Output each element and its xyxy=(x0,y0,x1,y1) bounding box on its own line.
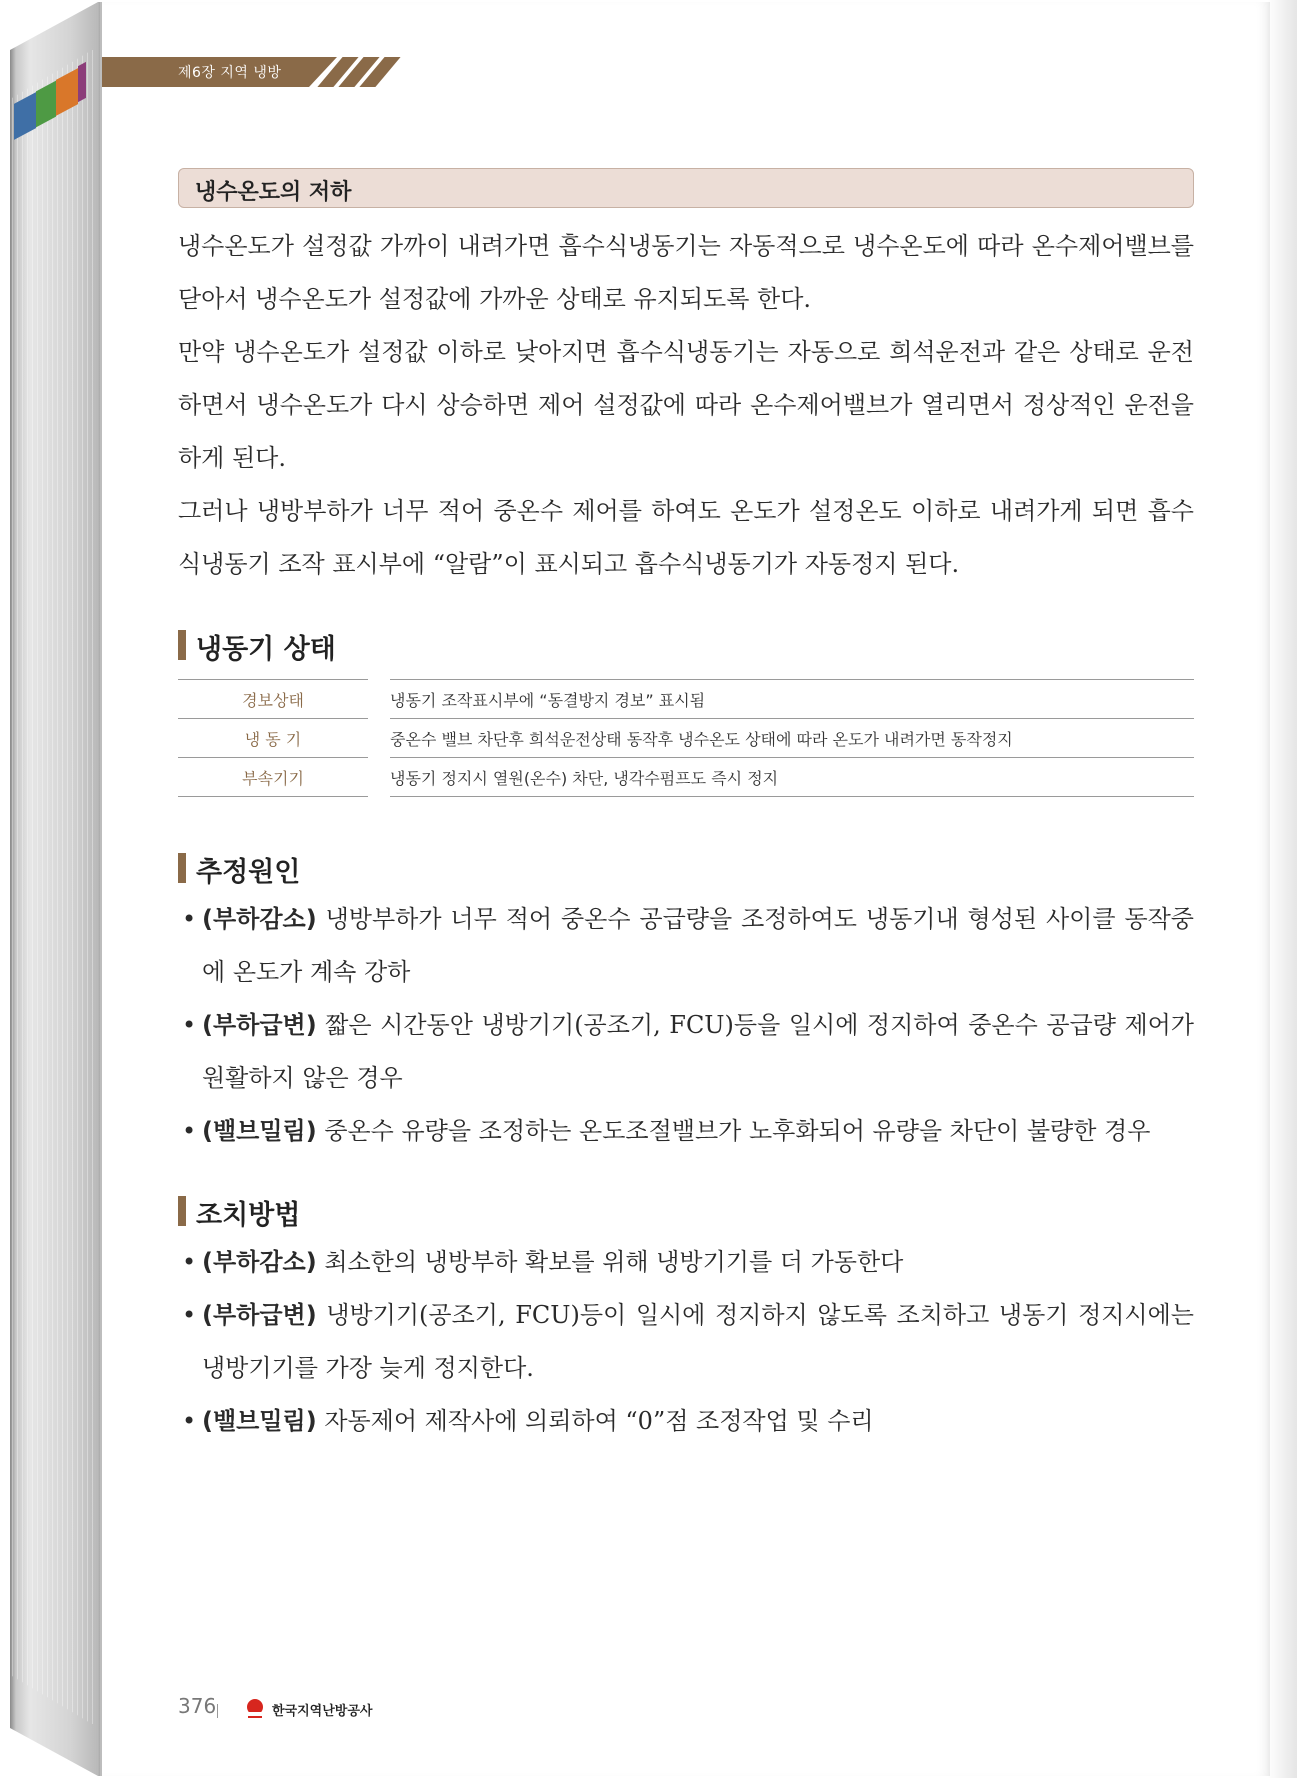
section-bar xyxy=(178,630,186,660)
list-item xyxy=(178,1105,1194,1158)
item-text: 냉방부하가 너무 적어 중온수 공급량을 조정하여도 냉동기내 형성된 사이클 동작중에 온도가 계속 강하 xyxy=(202,905,1194,986)
section-title-action xyxy=(178,1193,300,1232)
section-bar xyxy=(178,853,186,883)
item-label: (부하급변) xyxy=(202,1301,317,1329)
tab-purple xyxy=(78,62,86,102)
section-title-state xyxy=(178,627,336,666)
table-value: 냉동기 정지시 열원(온수) 차단, 냉각수펌프도 즉시 정지 xyxy=(390,758,1194,797)
paragraph: 냉수온도가 설정값 가까이 내려가면 흡수식냉동기는 자동적으로 냉수온도에 따라 온수제어밸브를 닫아서 냉수온도가 설정값에 가까운 상태로 유지되도록 한다. xyxy=(178,232,1194,313)
publisher-name: 한국지역난방공사 xyxy=(272,1704,373,1719)
list-item xyxy=(178,1395,1194,1448)
footer-divider xyxy=(217,1704,218,1718)
chapter-tabs xyxy=(14,60,90,130)
item-label: (부하감소) xyxy=(202,905,317,933)
item-label: (밸브밀림) xyxy=(202,1407,317,1435)
tab-green xyxy=(36,81,56,128)
body-text xyxy=(178,220,1194,591)
page-shadow xyxy=(1267,0,1297,1778)
section-title-text: 조치방법 xyxy=(196,1200,301,1231)
paragraph: 만약 냉수온도가 설정값 이하로 낮아지면 흡수식냉동기는 자동으로 희석운전과 같은 상태로 운전하면서 냉수온도가 다시 상승하면 제어 설정값에 따라 온수제어밸브가 열리면서 정상적인 운전을 하게 된다. xyxy=(178,338,1194,472)
table-key: 부속기기 xyxy=(178,758,368,797)
chapter-title: 제6장 지역 냉방 xyxy=(178,65,282,81)
action-list xyxy=(178,1236,1194,1448)
item-text: 중온수 유량을 조정하는 온도조절밸브가 노후화되어 유량을 차단이 불량한 경우 xyxy=(316,1117,1151,1145)
table-row xyxy=(178,719,1194,758)
cause-list xyxy=(178,893,1194,1158)
section-title-cause xyxy=(178,850,300,889)
table-key: 경보상태 xyxy=(178,680,368,719)
page-edges xyxy=(12,50,94,1724)
list-item xyxy=(178,1236,1194,1289)
table-row xyxy=(178,758,1194,797)
table-row xyxy=(178,680,1194,719)
item-text: 자동제어 제작사에 의뢰하여 “0”점 조정작업 및 수리 xyxy=(316,1407,874,1435)
page-number: 376 xyxy=(178,1694,217,1718)
paragraph: 그러나 냉방부하가 너무 적어 중온수 제어를 하여도 온도가 설정온도 이하로 내려가게 되면 흡수식냉동기 조작 표시부에 “알람”이 표시되고 흡수식냉동기가 자동정지 된다. xyxy=(178,497,1194,578)
item-label: (부하감소) xyxy=(202,1248,317,1276)
list-item xyxy=(178,999,1194,1105)
item-label: (밸브밀림) xyxy=(202,1117,317,1145)
box-heading xyxy=(178,168,1194,208)
table-key: 냉 동 기 xyxy=(178,719,368,758)
list-item xyxy=(178,1289,1194,1395)
table-value: 중온수 밸브 차단후 희석운전상태 동작후 냉수온도 상태에 따라 온도가 내려가면 동작정지 xyxy=(390,719,1194,758)
publisher-logo-icon xyxy=(244,1698,266,1720)
status-table xyxy=(178,679,1194,797)
item-text: 짧은 시간동안 냉방기기(공조기, FCU)등을 일시에 정지하여 중온수 공급량 제어가 원활하지 않은 경우 xyxy=(202,1011,1194,1092)
table-value: 냉동기 조작표시부에 “동결방지 경보” 표시됨 xyxy=(390,680,1194,719)
section-title-text: 추정원인 xyxy=(196,857,301,888)
section-title-text: 냉동기 상태 xyxy=(196,634,336,665)
item-label: (부하급변) xyxy=(202,1011,317,1039)
tab-orange xyxy=(56,68,78,116)
item-text: 냉방기기(공조기, FCU)등이 일시에 정지하지 않도록 조치하고 냉동기 정지시에는 냉방기기를 가장 늦게 정지한다. xyxy=(202,1301,1194,1382)
list-item xyxy=(178,893,1194,999)
section-bar xyxy=(178,1196,186,1226)
item-text: 최소한의 냉방부하 확보를 위해 냉방기기를 더 가동한다 xyxy=(316,1248,904,1276)
box-heading-text: 냉수온도의 저하 xyxy=(195,180,352,205)
